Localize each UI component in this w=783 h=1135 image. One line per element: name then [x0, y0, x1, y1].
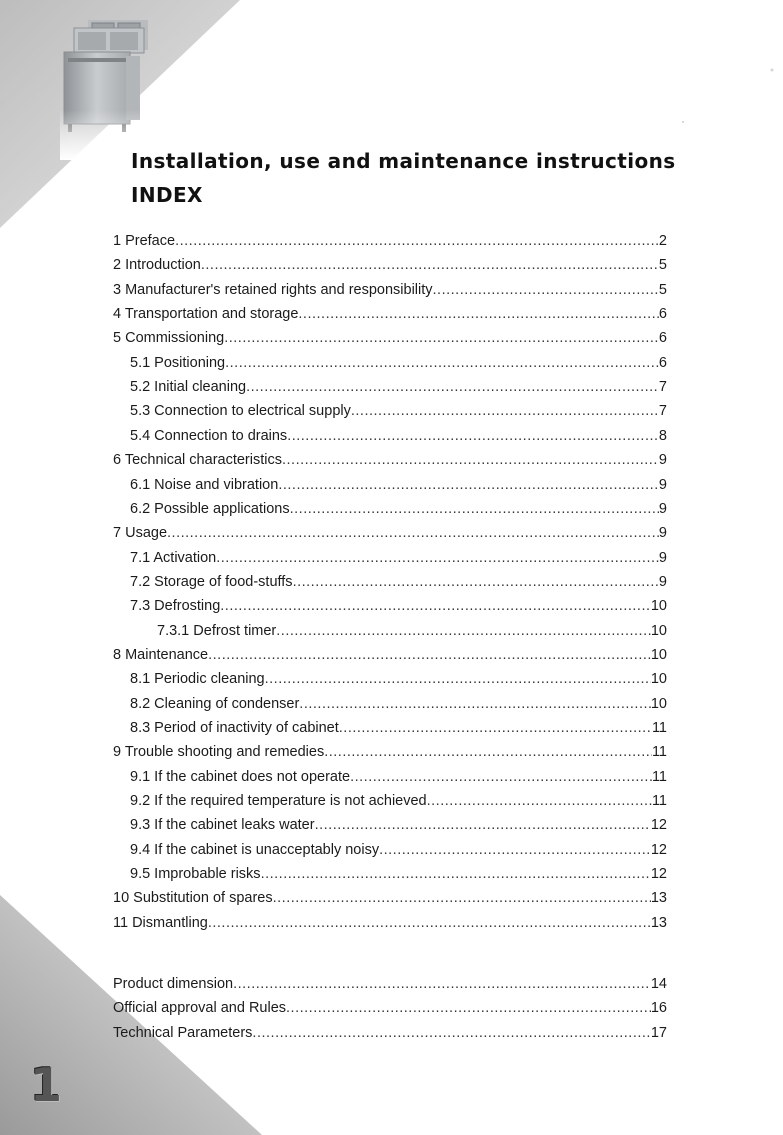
toc-dot-leader	[433, 280, 659, 300]
toc-entry[interactable]	[130, 353, 667, 373]
toc-entry-label: 9.3 If the cabinet leaks water	[130, 817, 315, 834]
speck	[682, 121, 684, 123]
toc-dot-leader	[216, 548, 659, 568]
toc-dot-leader	[287, 426, 659, 446]
toc-entry-page: 12	[650, 841, 667, 858]
toc-entry[interactable]	[113, 998, 667, 1018]
toc-entry[interactable]	[130, 548, 667, 568]
toc-entry[interactable]	[113, 450, 667, 470]
toc-entry[interactable]	[113, 974, 667, 994]
toc-entry-page: 5	[658, 281, 667, 298]
toc-entry-label: 2 Introduction	[113, 257, 201, 274]
toc-entry-page: 5	[658, 257, 667, 274]
toc-entry-page: 9	[658, 549, 667, 566]
toc-dot-leader	[278, 475, 659, 495]
toc-entry[interactable]	[130, 694, 667, 714]
toc-entry[interactable]	[130, 475, 667, 495]
toc-entry[interactable]	[113, 742, 667, 762]
toc-entry-label: Official approval and Rules	[113, 1000, 287, 1017]
toc-entry[interactable]	[113, 255, 667, 275]
toc-entry-label: 11 Dismantling	[113, 914, 208, 931]
refrigerator-illustration	[60, 20, 150, 160]
toc-entry[interactable]	[130, 864, 667, 884]
toc-dot-leader	[427, 791, 652, 811]
toc-entry-page: 14	[650, 976, 667, 992]
toc-entry-label: 7 Usage	[113, 525, 168, 542]
toc-entry-page: 10	[650, 598, 667, 615]
toc-entry-label: 8.3 Period of inactivity of cabinet	[130, 720, 339, 736]
toc-entry-page: 13	[650, 890, 667, 907]
toc-entry-label: 1 Preface	[113, 233, 176, 249]
toc-dot-leader	[315, 815, 651, 835]
toc-entry[interactable]	[130, 596, 667, 616]
toc-entry-label: 3 Manufacturer's retained rights and responsibility	[113, 281, 433, 298]
toc-dot-leader	[233, 974, 651, 994]
toc-dot-leader	[224, 328, 659, 348]
toc-entry[interactable]	[113, 523, 667, 543]
toc-dot-leader	[299, 694, 651, 714]
toc-dot-leader	[290, 499, 659, 519]
toc-dot-leader	[265, 669, 651, 689]
toc-entry-label: 9.4 If the cabinet is unacceptably noisy	[130, 841, 380, 858]
toc-entry-page: 9	[658, 500, 667, 517]
toc-entry-page: 7	[658, 379, 667, 396]
toc-entry-label: 7.2 Storage of food-stuffs	[130, 573, 293, 590]
toc-entry-label: 4 Transportation and storage	[113, 306, 299, 323]
toc-entry-page: 12	[650, 817, 667, 834]
toc-entry[interactable]	[130, 499, 667, 519]
toc-entry[interactable]	[157, 621, 667, 641]
toc-entry-page: 12	[650, 866, 667, 883]
toc-entry-label: Product dimension	[113, 976, 234, 992]
toc-entry[interactable]	[130, 815, 667, 835]
toc-entry-page: 2	[658, 233, 667, 249]
toc-dot-leader	[175, 231, 659, 251]
toc-entry-page: 10	[650, 646, 667, 663]
toc-dot-leader	[293, 572, 659, 592]
toc-entry-page: 8	[658, 427, 667, 444]
toc-entry[interactable]	[130, 401, 667, 421]
toc-entry[interactable]	[130, 572, 667, 592]
toc-entry-page: 9	[658, 573, 667, 590]
toc-entry-label: 10 Substitution of spares	[113, 890, 273, 907]
toc-dot-leader	[246, 377, 659, 397]
document-title: Installation, use and maintenance instructions	[131, 149, 676, 173]
toc-dot-leader	[208, 913, 651, 933]
toc-entry-page: 11	[651, 793, 667, 810]
toc-entry-label: 9.2 If the required temperature is not achieved	[130, 793, 427, 810]
toc-entry[interactable]	[130, 840, 667, 860]
toc-entry-page: 10	[650, 622, 667, 639]
toc-entry-label: 5.3 Connection to electrical supply	[130, 403, 351, 420]
toc-entry-label: 7.3 Defrosting	[130, 598, 221, 615]
toc-entry-page: 11	[651, 720, 667, 736]
toc-entry[interactable]	[113, 888, 667, 908]
toc-entry-label: 5.2 Initial cleaning	[130, 379, 247, 396]
toc-entry[interactable]	[113, 328, 667, 348]
toc-entry[interactable]	[130, 377, 667, 397]
toc-entry[interactable]	[113, 1023, 667, 1043]
toc-entry[interactable]	[113, 280, 667, 300]
toc-entry-page: 6	[658, 330, 667, 347]
speck	[771, 69, 774, 72]
toc-dot-leader	[220, 596, 651, 616]
toc-entry[interactable]	[130, 767, 667, 787]
toc-entry-page: 16	[650, 1000, 667, 1017]
toc-entry-label: 7.3.1 Defrost timer	[157, 622, 277, 639]
toc-entry-page: 17	[650, 1024, 667, 1041]
toc-entry[interactable]	[113, 304, 667, 324]
toc-entry-label: 5.4 Connection to drains	[130, 427, 288, 444]
toc-dot-leader	[350, 767, 652, 787]
index-heading: INDEX	[131, 183, 203, 207]
toc-dot-leader	[339, 718, 652, 738]
toc-dot-leader	[286, 998, 651, 1018]
toc-entry-label: 9.5 Improbable risks	[130, 866, 261, 883]
toc-entry-page: 10	[650, 695, 667, 712]
toc-dot-leader	[324, 742, 652, 762]
toc-dot-leader	[276, 621, 651, 641]
toc-dot-leader	[201, 255, 659, 275]
toc-dot-leader	[298, 304, 659, 324]
page-number: 1	[30, 1058, 63, 1112]
toc-entry[interactable]	[130, 791, 667, 811]
toc-entry-page: 11	[651, 744, 667, 761]
toc-entry-page: 9	[658, 525, 667, 542]
toc-entry-label: 6.1 Noise and vibration	[130, 476, 279, 493]
toc-entry-page: 9	[658, 476, 667, 493]
toc-entry-label: 8.2 Cleaning of condenser	[130, 695, 300, 712]
toc-entry-label: 6.2 Possible applications	[130, 500, 290, 517]
toc-entry-label: 8 Maintenance	[113, 646, 209, 663]
toc-dot-leader	[282, 450, 659, 470]
toc-dot-leader	[261, 864, 651, 884]
toc-entry-label: 8.1 Periodic cleaning	[130, 671, 265, 688]
toc-dot-leader	[225, 353, 659, 373]
toc-entry-label: Technical Parameters	[113, 1024, 253, 1041]
toc-entry-label: 9.1 If the cabinet does not operate	[130, 768, 351, 785]
toc-entry-page: 10	[650, 671, 667, 688]
toc-entry[interactable]	[113, 913, 667, 933]
toc-dot-leader	[351, 401, 659, 421]
toc-dot-leader	[252, 1023, 650, 1043]
toc-entry-label: 9 Trouble shooting and remedies	[113, 744, 325, 761]
toc-entry[interactable]	[113, 645, 667, 665]
toc-entry-page: 11	[651, 768, 667, 785]
toc-entry-page: 6	[658, 354, 667, 371]
toc-entry-page: 9	[658, 452, 667, 469]
toc-entry-label: 5.1 Positioning	[130, 354, 226, 371]
toc-entry-label: 7.1 Activation	[130, 549, 217, 566]
toc-dot-leader	[379, 840, 651, 860]
toc-entry[interactable]	[130, 718, 667, 738]
toc-entry[interactable]	[130, 426, 667, 446]
toc-entry-page: 13	[650, 914, 667, 931]
toc-entry[interactable]	[130, 669, 667, 689]
toc-entry-label: 6 Technical characteristics	[113, 452, 282, 469]
toc-entry-page: 6	[658, 306, 667, 323]
toc-entry[interactable]	[113, 231, 667, 251]
toc-entry-label: 5 Commissioning	[113, 330, 225, 347]
toc-dot-leader	[208, 645, 651, 665]
toc-entry-page: 7	[658, 403, 667, 420]
toc-dot-leader	[167, 523, 659, 543]
toc-dot-leader	[273, 888, 651, 908]
